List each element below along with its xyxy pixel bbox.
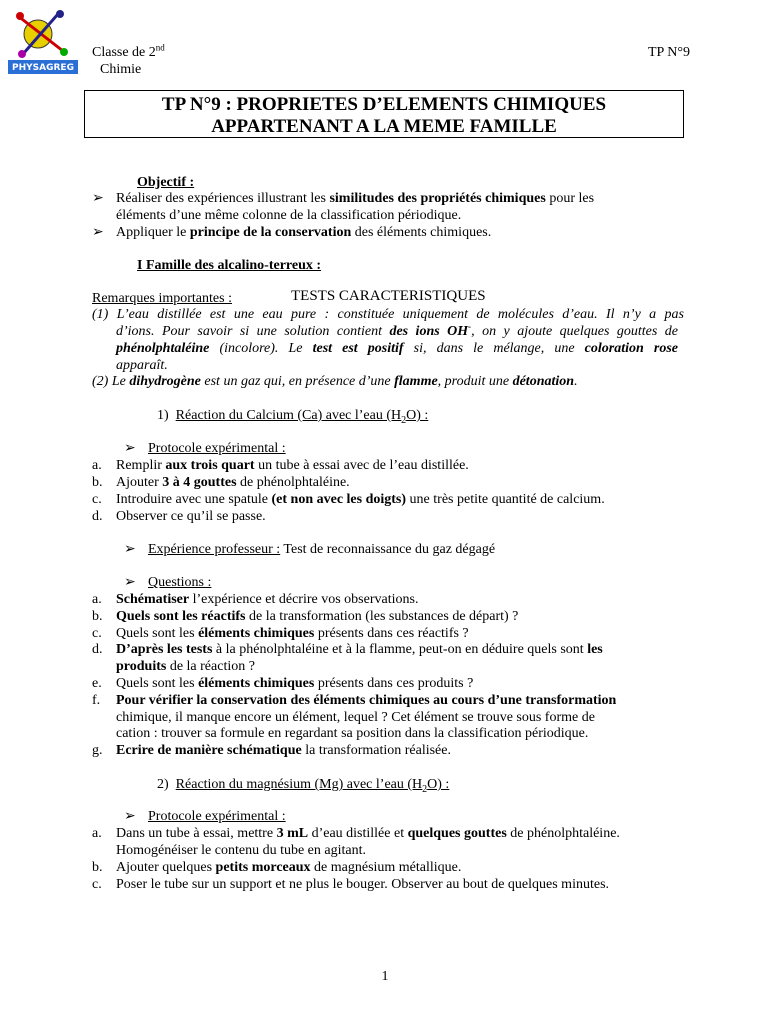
protocol-step-a: Remplir aux trois quart un tube à essai avec de l’eau distillée. (116, 458, 469, 473)
question-label: d. (92, 642, 103, 657)
protocol-step-d: Observer ce qu’il se passe. (116, 509, 266, 524)
question-label: c. (92, 626, 102, 641)
document-title: TP N°9 : PROPRIETES D’ELEMENTS CHIMIQUES APPARTENANT A LA MEME FAMILLE (84, 90, 684, 138)
question-label: f. (92, 693, 101, 708)
question-f-line2: chimique, il manque encore un élément, lequel ? Cet élément se trouve sous forme de (116, 710, 595, 725)
question-f: Pour vérifier la conservation des éléments chimiques au cours d’une transformation (116, 693, 617, 708)
step-label: d. (92, 509, 103, 524)
physagreg-logo (8, 6, 78, 76)
section-heading: I Famille des alcalino-terreux : (137, 258, 322, 273)
protocole-heading-1: Protocole expérimental : (148, 441, 286, 456)
objectif-item-1: Réaliser des expériences illustrant les similitudes des propriétés chimiques pour les (116, 191, 595, 206)
question-a: Schématiser l’expérience et décrire vos observations. (116, 592, 419, 607)
question-label: e. (92, 676, 102, 691)
questions-heading: Questions : (148, 575, 212, 590)
question-label: g. (92, 743, 103, 758)
step-label: b. (92, 860, 103, 875)
question-g: Ecrire de manière schématique la transformation réalisée. (116, 743, 451, 758)
tp-number-header: TP N°9 (647, 45, 690, 60)
page-number: 1 (381, 969, 389, 984)
question-d: D’après les tests à la phénolphtaléine et à la flamme, peut-on en déduire quels sont les (116, 642, 603, 657)
remark-1-line4: apparaît. (116, 358, 168, 373)
protocol2-step-a-line2: Homogénéiser le contenu du tube en agitant. (116, 843, 366, 858)
remark-1-line1: (1) L’eau distillée est une eau pure : constituée uniquement de molécules d’eau. Il n’y a pas (92, 307, 684, 322)
step-label: a. (92, 826, 102, 841)
arrow-bullet-icon: ➢ (124, 575, 136, 590)
question-c: Quels sont les éléments chimiques présents dans ces réactifs ? (116, 626, 469, 641)
remarques-label: Remarques importantes : (92, 291, 232, 306)
question-f-line3: cation : trouver sa formule en regardant sa position dans la classification périodique. (116, 726, 589, 741)
class-header: Classe de 2nd Chimie (92, 42, 165, 77)
arrow-bullet-icon: ➢ (92, 191, 104, 206)
protocol2-step-b: Ajouter quelques petits morceaux de magnésium métallique. (116, 860, 462, 875)
tests-heading: TESTS CARACTERISTIQUES (291, 288, 486, 304)
protocol2-step-c: Poser le tube sur un support et ne plus le bouger. Observer au bout de quelques minutes. (116, 877, 610, 892)
step-label: a. (92, 458, 102, 473)
arrow-bullet-icon: ➢ (124, 441, 136, 456)
protocol2-step-a: Dans un tube à essai, mettre 3 mL d’eau distillée et quelques gouttes de phénolphtaléine. (116, 826, 620, 841)
remark-1-line2: d’ions. Pour savoir si une solution contient des ions OH-, on y ajoute quelques gouttes de (116, 321, 678, 339)
question-e: Quels sont les éléments chimiques présents dans ces produits ? (116, 676, 474, 691)
protocol-step-b: Ajouter 3 à 4 gouttes de phénolphtaléine. (116, 475, 350, 490)
step-label: c. (92, 877, 102, 892)
question-label: a. (92, 592, 102, 607)
objectif-heading: Objectif : (137, 175, 195, 190)
step-label: c. (92, 492, 102, 507)
objectif-item-2: Appliquer le principe de la conservation des éléments chimiques. (116, 225, 492, 240)
objectif-item-1-line2: éléments d’une même colonne de la classification périodique. (116, 208, 462, 223)
arrow-bullet-icon: ➢ (124, 542, 136, 557)
step-label: b. (92, 475, 103, 490)
arrow-bullet-icon: ➢ (124, 809, 136, 824)
question-d-line2: produits de la réaction ? (116, 659, 255, 674)
experience-professeur: Expérience professeur : Test de reconnaissance du gaz dégagé (148, 542, 496, 557)
svg-text:PHYSAGREG: PHYSAGREG (12, 63, 74, 73)
reaction-1-title: 1) Réaction du Calcium (Ca) avec l’eau $(H_2O)$ : (157, 408, 429, 426)
remark-2: (2) Le dihydrogène est un gaz qui, en présence d’une flamme, produit une détonation. (92, 374, 578, 389)
protocol-step-c: Introduire avec une spatule (et non avec les doigts) une très petite quantité de calcium. (116, 492, 605, 507)
question-b: Quels sont les réactifs de la transformation (les substances de départ) ? (116, 609, 519, 624)
arrow-bullet-icon: ➢ (92, 225, 104, 240)
protocole-heading-2: Protocole expérimental : (148, 809, 286, 824)
remark-1-line3: phénolphtaléine (incolore). Le test est positif si, dans le mélange, une coloration rose (116, 341, 678, 356)
question-label: b. (92, 609, 103, 624)
reaction-2-title: 2) Réaction du magnésium (Mg) avec l’eau $(H_2O)$ : (157, 777, 450, 795)
